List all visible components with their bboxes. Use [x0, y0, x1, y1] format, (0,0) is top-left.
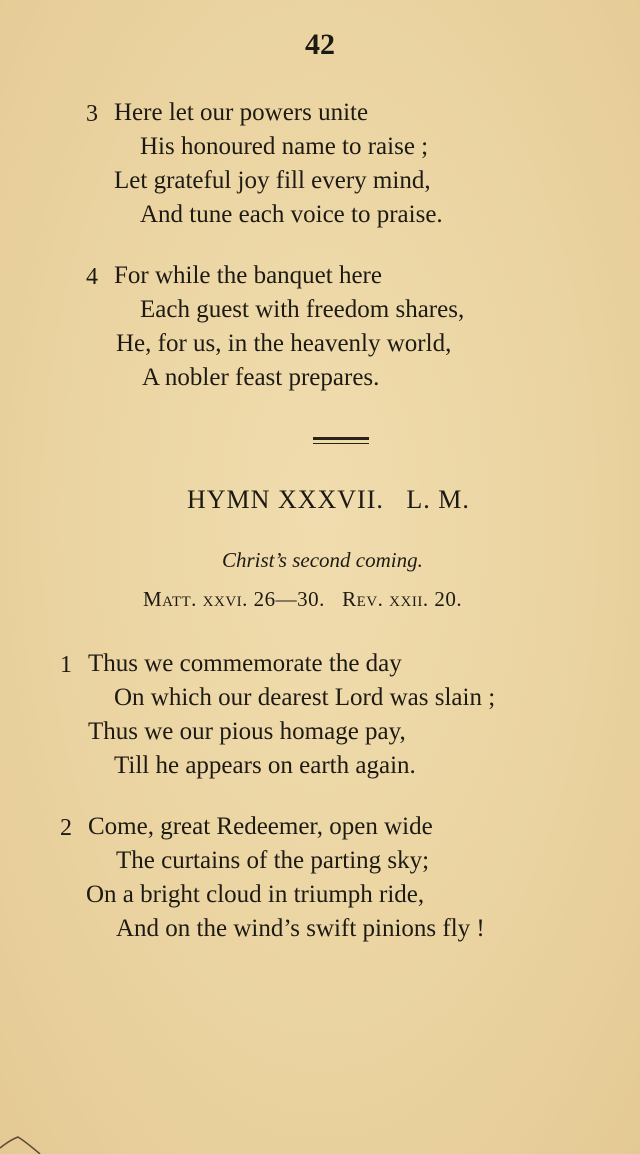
- verse-line: Each guest with freedom shares,: [140, 296, 465, 323]
- scripture-reference: Matt. xxvi. 26—30. Rev. xxii. 20.: [143, 587, 463, 611]
- hymn-subtitle: Christ’s second coming.: [222, 548, 423, 572]
- verse-line: Till he appears on earth again.: [114, 752, 416, 779]
- verse-line: A nobler feast prepares.: [142, 364, 380, 391]
- verse-line: Come, great Redeemer, open wide: [88, 813, 433, 840]
- section-divider: [313, 437, 369, 444]
- verse-line: The curtains of the parting sky;: [116, 847, 430, 874]
- verse-number: 3: [86, 101, 98, 127]
- page-number: 42: [305, 28, 335, 61]
- verse-line: Here let our powers unite: [114, 99, 369, 126]
- verse-number: 2: [60, 815, 72, 841]
- verse-line: On a bright cloud in triumph ride,: [86, 881, 425, 908]
- verse-number: 1: [60, 652, 72, 678]
- verse-line: On which our dearest Lord was slain ;: [114, 684, 496, 711]
- verse-line: For while the banquet here: [114, 262, 382, 289]
- verse-line: He, for us, in the heavenly world,: [116, 330, 452, 357]
- verse-line: Thus we commemorate the day: [88, 650, 402, 677]
- hymn-title: HYMN XXXVII. L. M.: [187, 485, 470, 514]
- verse-line: Let grateful joy fill every mind,: [114, 167, 431, 194]
- verse-line: And tune each voice to praise.: [140, 201, 443, 228]
- verse-number: 4: [86, 264, 98, 290]
- verse-line: Thus we our pious homage pay,: [88, 718, 406, 745]
- verse-line: His honoured name to raise ;: [140, 133, 429, 160]
- verse-line: And on the wind’s swift pinions fly !: [116, 915, 485, 942]
- page-corner-crease-icon: [0, 1114, 60, 1154]
